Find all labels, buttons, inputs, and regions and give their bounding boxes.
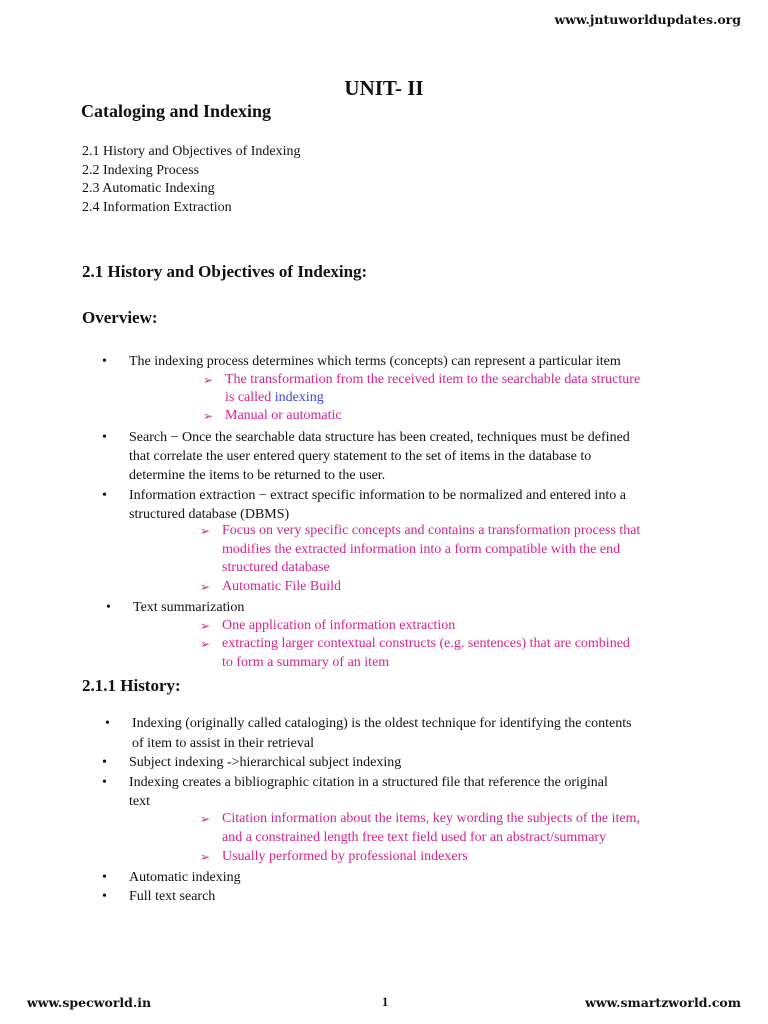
arrow-bullet-icon: ➢ xyxy=(200,619,211,633)
arrow-bullet-icon: ➢ xyxy=(200,637,211,651)
sub-list-item-text: and a constrained length free text field used for an abstract/summary xyxy=(222,830,607,845)
toc-item: 2.2 Indexing Process xyxy=(82,162,200,178)
list-item-text: Full text search xyxy=(129,889,216,904)
sub-list-item-text: Automatic File Build xyxy=(222,579,341,594)
arrow-bullet-icon: ➢ xyxy=(200,524,211,538)
bullet-icon: • xyxy=(105,716,110,731)
sub-list-item-text: Focus on very specific concepts and contains a transformation process that xyxy=(222,523,641,538)
list-item-text: that correlate the user entered query statement to the set of items in the database to xyxy=(129,449,592,464)
bullet-icon: • xyxy=(106,600,111,615)
list-item-text: of item to assist in their retrieval xyxy=(132,736,314,751)
sub-list-item-text: Manual or automatic xyxy=(225,408,342,423)
list-item-text: Indexing creates a bibliographic citation in a structured file that reference the original xyxy=(129,775,608,790)
sub-list-item-text: to form a summary of an item xyxy=(222,655,390,670)
sub-list-item-text: Citation information about the items, key wording the subjects of the item, xyxy=(222,811,640,826)
footer-right-site: www.smartzworld.com xyxy=(585,995,741,1010)
unit-title: UNIT- II xyxy=(344,76,424,100)
list-item-text: determine the items to be returned to the user. xyxy=(129,468,386,483)
bullet-icon: • xyxy=(102,775,107,790)
overview-heading: Overview: xyxy=(82,308,158,327)
sub-list-item-text: is called xyxy=(225,390,275,405)
list-item-text: Text summarization xyxy=(133,600,245,615)
bullet-icon: • xyxy=(102,488,107,503)
sub-list-item-text: structured database xyxy=(222,560,330,575)
arrow-bullet-icon: ➢ xyxy=(200,812,211,826)
sub-list-item-text: Usually performed by professional indexers xyxy=(222,849,468,864)
footer-left-site: www.specworld.in xyxy=(27,995,152,1010)
table-of-contents xyxy=(82,143,301,217)
page-number: 1 xyxy=(382,995,389,1009)
list-item-text: The indexing process determines which terms (concepts) can represent a particular item xyxy=(129,354,621,369)
toc-item: 2.4 Information Extraction xyxy=(82,199,232,215)
list-item-text: Information extraction − extract specific information to be normalized and entered into a xyxy=(129,488,626,503)
section-heading-2-1: 2.1 History and Objectives of Indexing: xyxy=(82,262,368,281)
list-item-text: text xyxy=(129,794,150,809)
arrow-bullet-icon: ➢ xyxy=(200,850,211,864)
indexing-term: indexing xyxy=(274,390,324,405)
sub-list-item-text: modifies the extracted information into a form compatible with the end xyxy=(222,542,621,557)
header-site: www.jntuworldupdates.org xyxy=(554,12,741,27)
arrow-bullet-icon: ➢ xyxy=(203,409,214,423)
list-item-text: Subject indexing ->hierarchical subject indexing xyxy=(129,755,402,770)
bullet-icon: • xyxy=(102,870,107,885)
chapter-title: Cataloging and Indexing xyxy=(81,101,272,121)
list-item-text: Indexing (originally called cataloging) is the oldest technique for identifying the contents xyxy=(132,716,632,731)
list-item-text: Search − Once the searchable data structure has been created, techniques must be defined xyxy=(129,430,630,445)
toc-item: 2.3 Automatic Indexing xyxy=(82,181,215,196)
list-item-text: structured database (DBMS) xyxy=(129,507,290,522)
history-heading: 2.1.1 History: xyxy=(82,676,181,695)
sub-list-item-text: The transformation from the received item to the searchable data structure xyxy=(225,372,641,387)
list-item-text: Automatic indexing xyxy=(129,870,241,885)
sub-list-item-text: One application of information extraction xyxy=(222,618,456,633)
bullet-icon: • xyxy=(102,889,107,904)
sub-list-item-text: extracting larger contextual constructs (e.g. sentences) that are combined xyxy=(222,636,630,651)
bullet-icon: • xyxy=(102,755,107,770)
arrow-bullet-icon: ➢ xyxy=(203,373,214,387)
bullet-icon: • xyxy=(102,430,107,445)
bullet-icon: • xyxy=(102,354,107,369)
arrow-bullet-icon: ➢ xyxy=(200,580,211,594)
toc-item: 2.1 History and Objectives of Indexing xyxy=(82,144,301,159)
